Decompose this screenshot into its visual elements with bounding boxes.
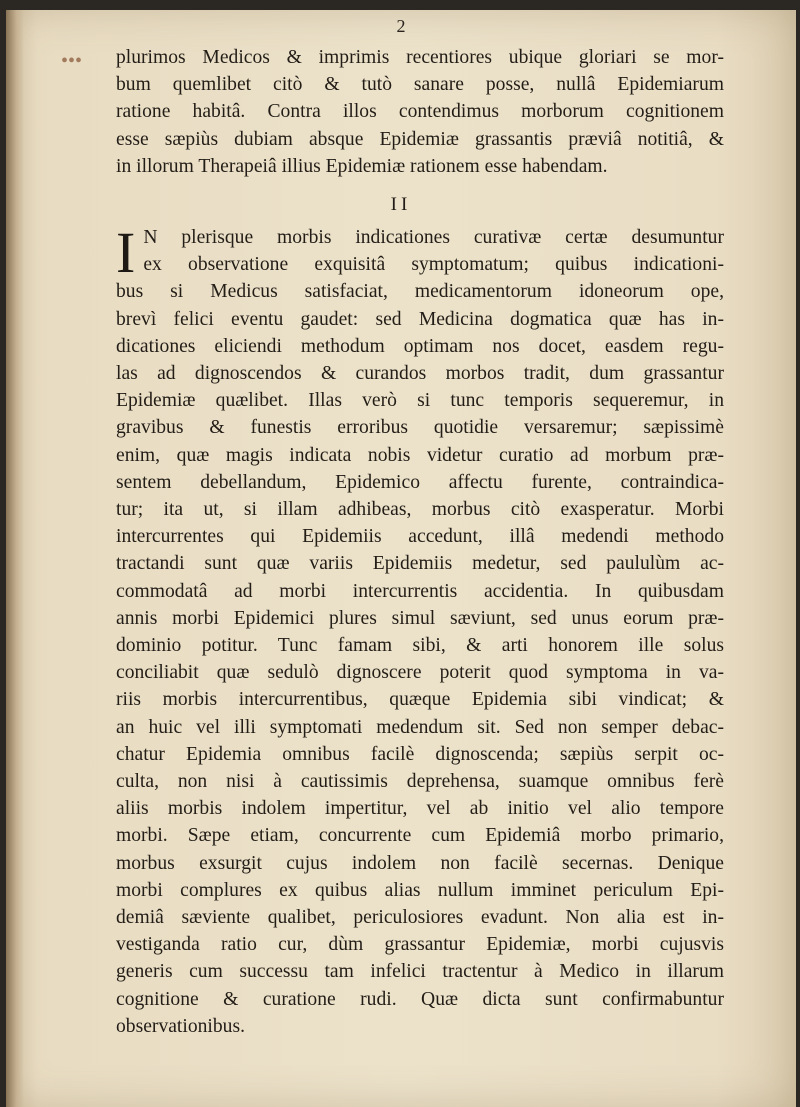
text-line: cognitione & curatione rudi. Quæ dicta sunt confirmabuntur	[116, 988, 724, 1010]
paragraph-1	[116, 44, 724, 180]
paragraph-2	[116, 220, 724, 1040]
ink-marks: •••	[61, 50, 83, 72]
text-line: plurimos Medicos & imprimis recentiores ubique gloriari se mor-	[116, 47, 724, 68]
page-number: 2	[396, 16, 406, 36]
text-line: an huic vel illi symptomati medendum sit. Sed non semper debac-	[116, 716, 724, 738]
text-line: sentem debellandum, Epidemico affectu furente, contraindica-	[116, 471, 724, 493]
text-line: generis cum successu tam infelici tractentur à Medico in illarum	[116, 961, 724, 983]
text-line: vestiganda ratio cur, dùm grassantur Epidemiæ, morbi cujusvis	[116, 934, 724, 956]
text-line: annis morbi Epidemici plures simul sæviunt, sed unus eorum præ-	[116, 607, 724, 629]
text-line: in illorum Therapeiâ illius Epidemiæ rationem esse habendam.	[116, 155, 608, 177]
section-number: II	[390, 194, 412, 215]
text-line: las ad dignoscendos & curandos morbos tradit, dum grassantur	[116, 363, 724, 385]
text-line: bum quemlibet citò & tutò sanare posse, nullâ Epidemiarum	[116, 74, 724, 96]
text-line: dominio potitur. Tunc famam sibi, & arti honorem ille solus	[116, 635, 724, 657]
text-line: bus si Medicus satisfaciat, medicamentorum idoneorum ope,	[116, 281, 724, 303]
text-line: ratione habitâ. Contra illos contendimus morborum cognitionem	[116, 101, 724, 123]
text-line: aliis morbis indolem impertitur, vel ab initio vel alio tempore	[116, 798, 724, 820]
text-line: esse sæpiùs dubiam absque Epidemiæ grassantis præviâ notitiâ, &	[116, 128, 724, 150]
page-gutter	[6, 10, 24, 1107]
text-line: tur; ita ut, si illam adhibeas, morbus citò exasperatur. Morbi	[116, 499, 724, 521]
text-line: culta, non nisi à cautissimis deprehensa, suamque omnibus ferè	[116, 771, 724, 793]
book-page	[6, 10, 796, 1107]
text-line: brevì felici eventu gaudet: sed Medicina dogmatica quæ has in-	[116, 308, 724, 330]
text-line: riis morbis intercurrentibus, quæque Epidemia sibi vindicat; &	[116, 689, 724, 711]
text-line: morbi complures ex quibus alias nullum imminet periculum Epi-	[116, 879, 724, 901]
text-line: gravibus & funestis erroribus quotidie versaremur; sæpissimè	[116, 417, 724, 439]
text-line: observationibus.	[116, 1015, 245, 1037]
text-line: tractandi sunt quæ variis Epidemiis medetur, sed paululùm ac-	[116, 553, 724, 575]
text-line: Epidemiæ quælibet. Illas verò si tunc temporis sequeremur, in	[116, 390, 724, 412]
text-line: ex observatione exquisitâ symptomatum; quibus indicationi-	[143, 254, 724, 276]
text-line: morbus exsurgit cujus indolem non facilè secernas. Denique	[116, 852, 724, 874]
text-line: N plerisque morbis indicationes curativæ certæ desumuntur	[143, 227, 724, 248]
text-line: intercurrentes qui Epidemiis accedunt, illâ medendi methodo	[116, 526, 724, 548]
drop-cap: I	[116, 220, 136, 285]
text-line: morbi. Sæpe etiam, concurrente cum Epidemiâ morbo primario,	[116, 825, 724, 847]
text-line: chatur Epidemia omnibus facilè dignoscenda; sæpiùs serpit oc-	[116, 743, 724, 765]
text-line: enim, quæ magis indicata nobis videtur curatio ad morbum præ-	[116, 444, 724, 466]
text-line: commodatâ ad morbi intercurrentis accidentia. In quibusdam	[116, 580, 724, 602]
text-line: conciliabit quæ sedulò dignoscere poterit quod symptoma in va-	[116, 662, 724, 684]
text-line: demiâ sæviente qualibet, periculosiores evadunt. Non alia est in-	[116, 907, 724, 929]
text-line: dicationes eliciendi methodum optimam nos docet, easdem regu-	[116, 335, 724, 357]
